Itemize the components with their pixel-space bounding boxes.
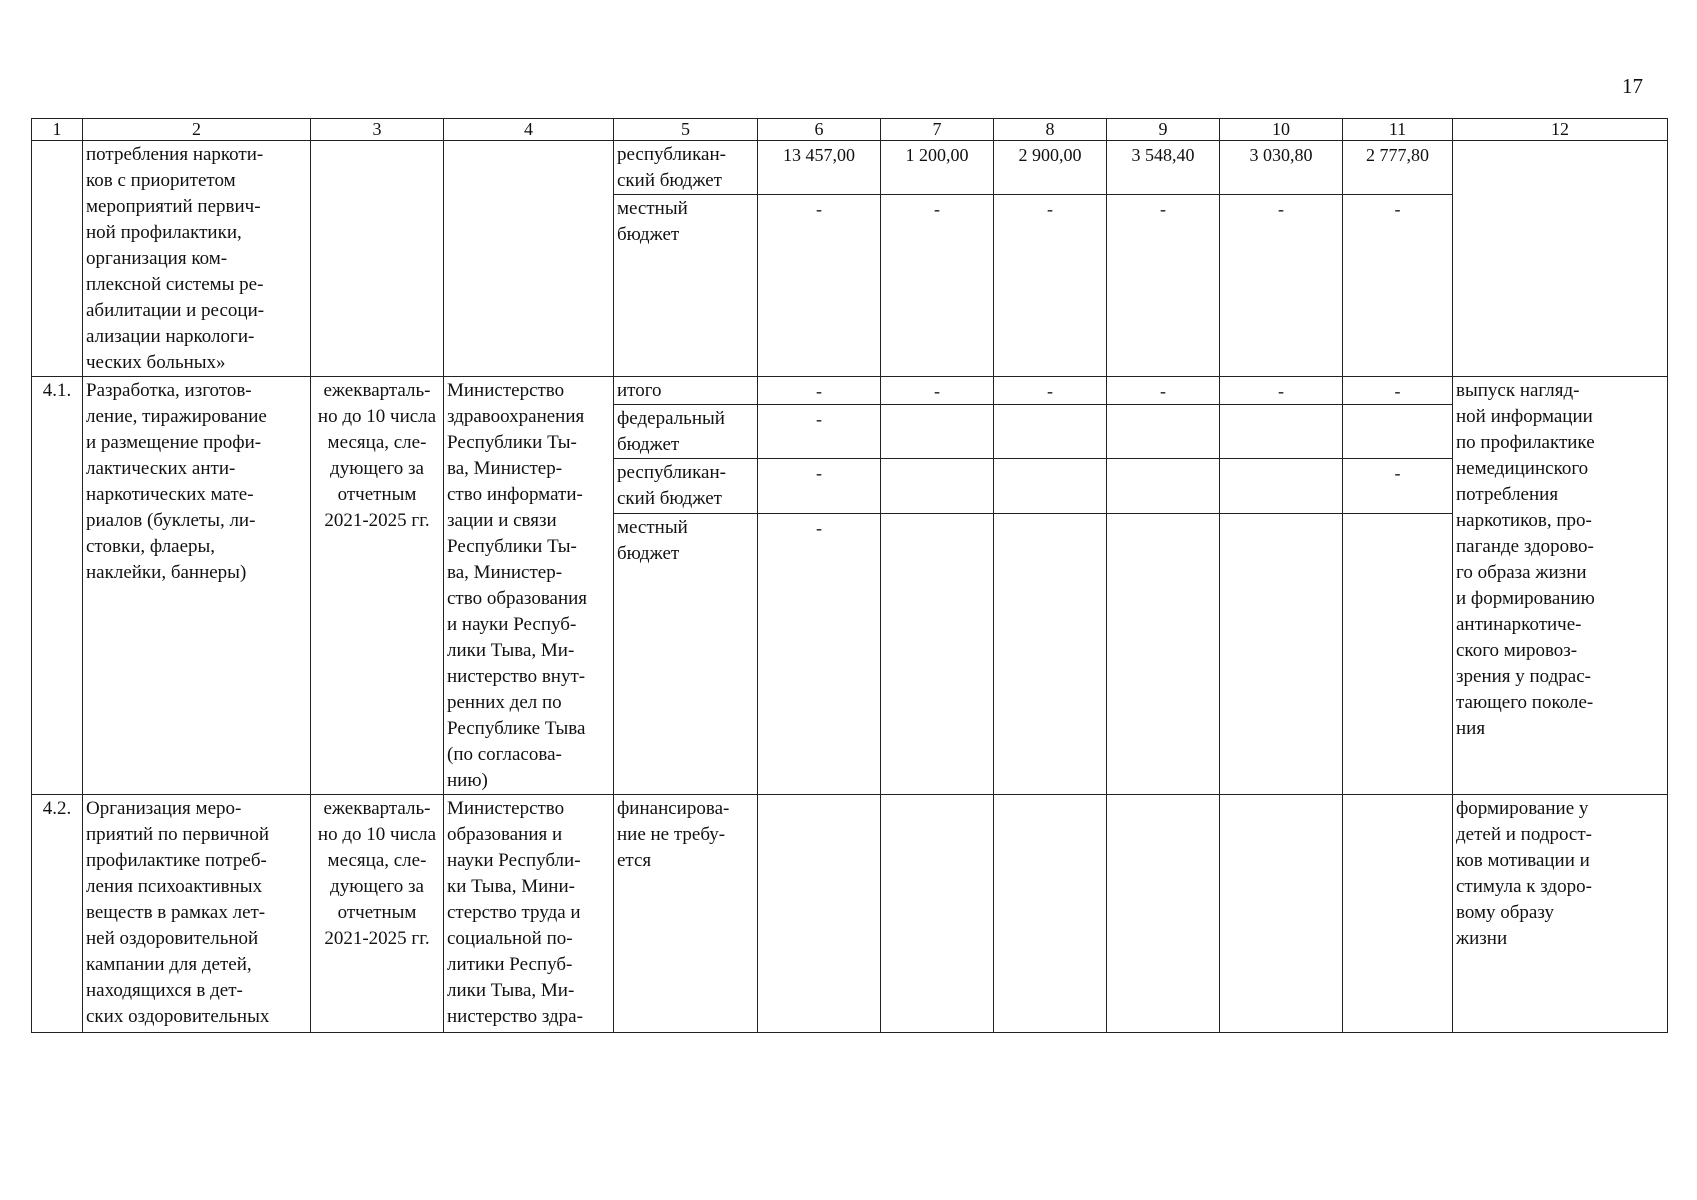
funding-value: - <box>1343 195 1453 377</box>
funding-value: - <box>758 195 881 377</box>
funding-value <box>1220 795 1343 1033</box>
column-number: 8 <box>994 119 1107 141</box>
funding-value: - <box>994 195 1107 377</box>
column-number: 7 <box>881 119 994 141</box>
funding-source: федеральный бюджет <box>614 405 758 459</box>
funding-value <box>1343 513 1453 794</box>
funding-source: местный бюджет <box>614 195 758 377</box>
column-number: 2 <box>83 119 311 141</box>
column-number: 6 <box>758 119 881 141</box>
funding-value: - <box>1107 377 1220 405</box>
funding-value: - <box>1220 377 1343 405</box>
funding-value <box>1107 513 1220 794</box>
funding-value: - <box>1107 195 1220 377</box>
term-cell: ежекварталь- но до 10 числа месяца, сле- дующего за отчетным 2021-2025 гг. <box>311 795 444 1033</box>
funding-value: - <box>994 377 1107 405</box>
funding-value: 2 777,80 <box>1343 141 1453 195</box>
funding-value <box>758 795 881 1033</box>
funding-value <box>1220 459 1343 513</box>
funding-value: - <box>758 377 881 405</box>
item-name-cell: потребления наркоти- ков с приоритетом мероприятий первич- ной профилактики, организация ком- плексной системы ре- абилитации и ресоци- ализации наркологи- ческих больных» <box>83 141 311 377</box>
table-row <box>32 377 1668 405</box>
funding-value <box>1107 795 1220 1033</box>
column-number: 1 <box>32 119 83 141</box>
funding-value <box>881 795 994 1033</box>
term-cell: ежекварталь- но до 10 числа месяца, сле- дующего за отчетным 2021-2025 гг. <box>311 377 444 795</box>
table-row <box>32 795 1668 1033</box>
funding-source: республикан- ский бюджет <box>614 141 758 195</box>
item-number-cell <box>32 141 83 377</box>
funding-value <box>994 513 1107 794</box>
funding-value <box>994 405 1107 459</box>
funding-value <box>1107 405 1220 459</box>
funding-value <box>1343 405 1453 459</box>
funding-value: - <box>881 377 994 405</box>
column-numbers-row <box>32 119 1668 141</box>
column-number: 4 <box>444 119 614 141</box>
column-number: 5 <box>614 119 758 141</box>
funding-source: итого <box>614 377 758 405</box>
executor-cell <box>444 141 614 377</box>
funding-value: - <box>758 513 881 794</box>
funding-value: - <box>1343 377 1453 405</box>
item-name-cell: Организация меро- приятий по первичной профилактике потреб- ления психоактивных веществ в рамках лет- ней оздоровительной кампании для детей, находящихся в дет- ских оздоровительных <box>83 795 311 1033</box>
funding-source: местный бюджет <box>614 513 758 794</box>
funding-value <box>1220 405 1343 459</box>
table-row <box>32 141 1668 195</box>
funding-value: - <box>881 195 994 377</box>
column-number: 9 <box>1107 119 1220 141</box>
funding-value: - <box>758 405 881 459</box>
funding-value <box>994 459 1107 513</box>
funding-value: 2 900,00 <box>994 141 1107 195</box>
funding-source: республикан- ский бюджет <box>614 459 758 513</box>
item-number-cell: 4.2. <box>32 795 83 1033</box>
funding-value <box>881 459 994 513</box>
funding-value <box>994 795 1107 1033</box>
funding-value <box>881 405 994 459</box>
result-cell: выпуск нагляд- ной информации по профилактике немедицинского потребления наркотиков, про- паганде здорово- го образа жизни и формированию антинаркотиче- ского мировоз- зрения у подрас- тающего поколе- ния <box>1453 377 1668 795</box>
funding-value <box>881 513 994 794</box>
column-number: 10 <box>1220 119 1343 141</box>
item-number-cell: 4.1. <box>32 377 83 795</box>
term-cell <box>311 141 444 377</box>
funding-source: финансирова- ние не требу- ется <box>614 795 758 1033</box>
executor-cell: Министерство образования и науки Республи- ки Тыва, Мини- стерство труда и социальной по- литики Респуб- лики Тыва, Ми- нистерство здра- <box>444 795 614 1033</box>
result-cell: формирование у детей и подрост- ков мотивации и стимула к здоро- вому образу жизни <box>1453 795 1668 1033</box>
funding-value: 13 457,00 <box>758 141 881 195</box>
funding-value: 3 548,40 <box>1107 141 1220 195</box>
funding-value <box>1107 459 1220 513</box>
result-cell <box>1453 141 1668 377</box>
funding-value: - <box>1343 459 1453 513</box>
funding-value: - <box>758 459 881 513</box>
column-number: 12 <box>1453 119 1668 141</box>
funding-value: - <box>1220 195 1343 377</box>
column-number: 3 <box>311 119 444 141</box>
funding-value <box>1343 795 1453 1033</box>
page-number: 17 <box>1622 74 1643 98</box>
column-number: 11 <box>1343 119 1453 141</box>
item-name-cell: Разработка, изготов- ление, тиражирование и размещение профи- лактических анти- наркотических мате- риалов (буклеты, ли- стовки, флаеры, наклейки, баннеры) <box>83 377 311 795</box>
funding-value: 3 030,80 <box>1220 141 1343 195</box>
funding-value <box>1220 513 1343 794</box>
program-activities-table <box>31 118 1668 1033</box>
funding-value: 1 200,00 <box>881 141 994 195</box>
executor-cell: Министерство здравоохранения Республики Ты- ва, Министер- ство информати- зации и связи Республики Ты- ва, Министер- ство образования и науки Респуб- лики Тыва, Ми- нистерство внут- ренних дел по Республике Тыва (по согласова- нию) <box>444 377 614 795</box>
